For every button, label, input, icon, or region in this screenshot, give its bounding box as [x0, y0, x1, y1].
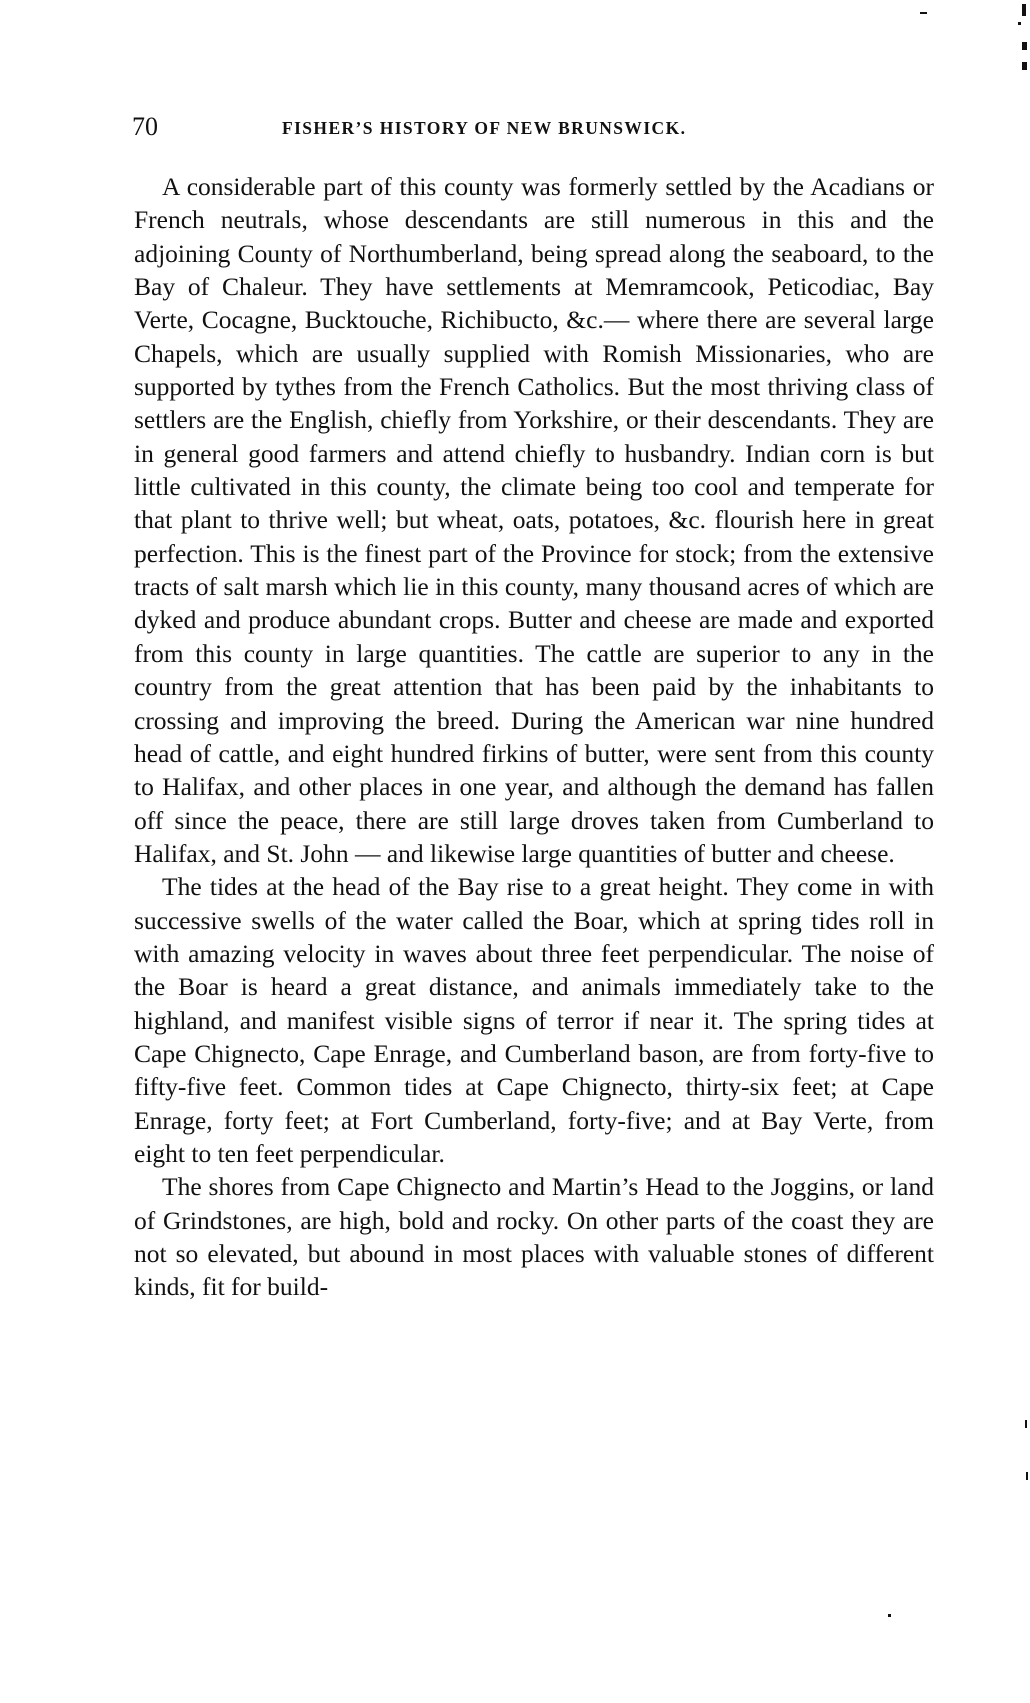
running-head: [132, 112, 932, 152]
scan-artifact-mark: [1026, 1472, 1028, 1480]
paragraph-tides: The tides at the head of the Bay rise to a great height. They come in with successive swells of the water called the Boar, which at spring tides roll in with amazing velocity in waves about three feet perpendicular. The noise of the Boar is heard a great distance, and animals immediately take to the highland, and manifest visible signs of terror if near it. The spring tides at Cape Chignecto, Cape Enrage, and Cumberland bason, are from forty-five to fifty-five feet. Common tides at Cape Chignecto, thirty-six feet; at Cape Enrage, forty feet; at Fort Cumberland, forty-five; and at Bay Verte, from eight to ten feet perpendicular.: [134, 872, 934, 1168]
scan-artifact-mark: [888, 1614, 891, 1617]
scan-artifact-mark: [1022, 62, 1027, 70]
running-title: FISHER’S HISTORY OF NEW BRUNSWICK.: [282, 118, 687, 138]
paragraph-acadian-settlers: A considerable part of this county was formerly settled by the Acadians or French neutrals, whose descendants are still numerous in this and the adjoining County of Northumberland, being spread along the seaboard, to the Bay of Chaleur. They have settlements at Memramcook, Peticodiac, Bay Verte, Cocagne, Bucktouche, Richibucto, &c.— where there are several large Chapels, which are usually supplied with Romish Missionaries, who are supported by tythes from the French Catholics. But the most thriving class of settlers are the English, chiefly from Yorkshire, or their descendants. They are in general good farmers and attend chiefly to husbandry. Indian corn is but little cultivated in this county, the climate being too cool and temperate for that plant to thrive well; but wheat, oats, potatoes, &c. flourish here in great perfection. This is the finest part of the Province for stock; from the extensive tracts of salt marsh which lie in this county, many thousand acres of which are dyked and produce abundant crops. Butter and cheese are made and exported from this county in large quantities. The cattle are superior to any in the country from the great attention that has been paid by the inhabitants to crossing and improving the breed. During the American war nine hundred head of cattle, and eight hundred firkins of butter, were sent from this county to Halifax, and other places in one year, and although the demand has fallen off since the peace, there are still large droves taken from Cumberland to Halifax, and St. John — and likewise large quantities of butter and cheese.: [134, 172, 934, 868]
scan-artifact-mark: [1018, 22, 1021, 25]
page-number: 70: [132, 112, 158, 141]
scan-artifact-mark: [920, 12, 927, 14]
scan-artifact-mark: [1022, 4, 1026, 16]
paragraph-shores: The shores from Cape Chignecto and Martin’s Head to the Joggins, or land of Grindstones, are high, bold and rocky. On other parts of the coast they are not so elevated, but abound in most places with valuable stones of different kinds, fit for build-: [134, 1172, 934, 1302]
body-text: [134, 170, 934, 1304]
scan-artifact-mark: [1022, 42, 1027, 50]
scan-artifact-mark: [1025, 1420, 1027, 1428]
